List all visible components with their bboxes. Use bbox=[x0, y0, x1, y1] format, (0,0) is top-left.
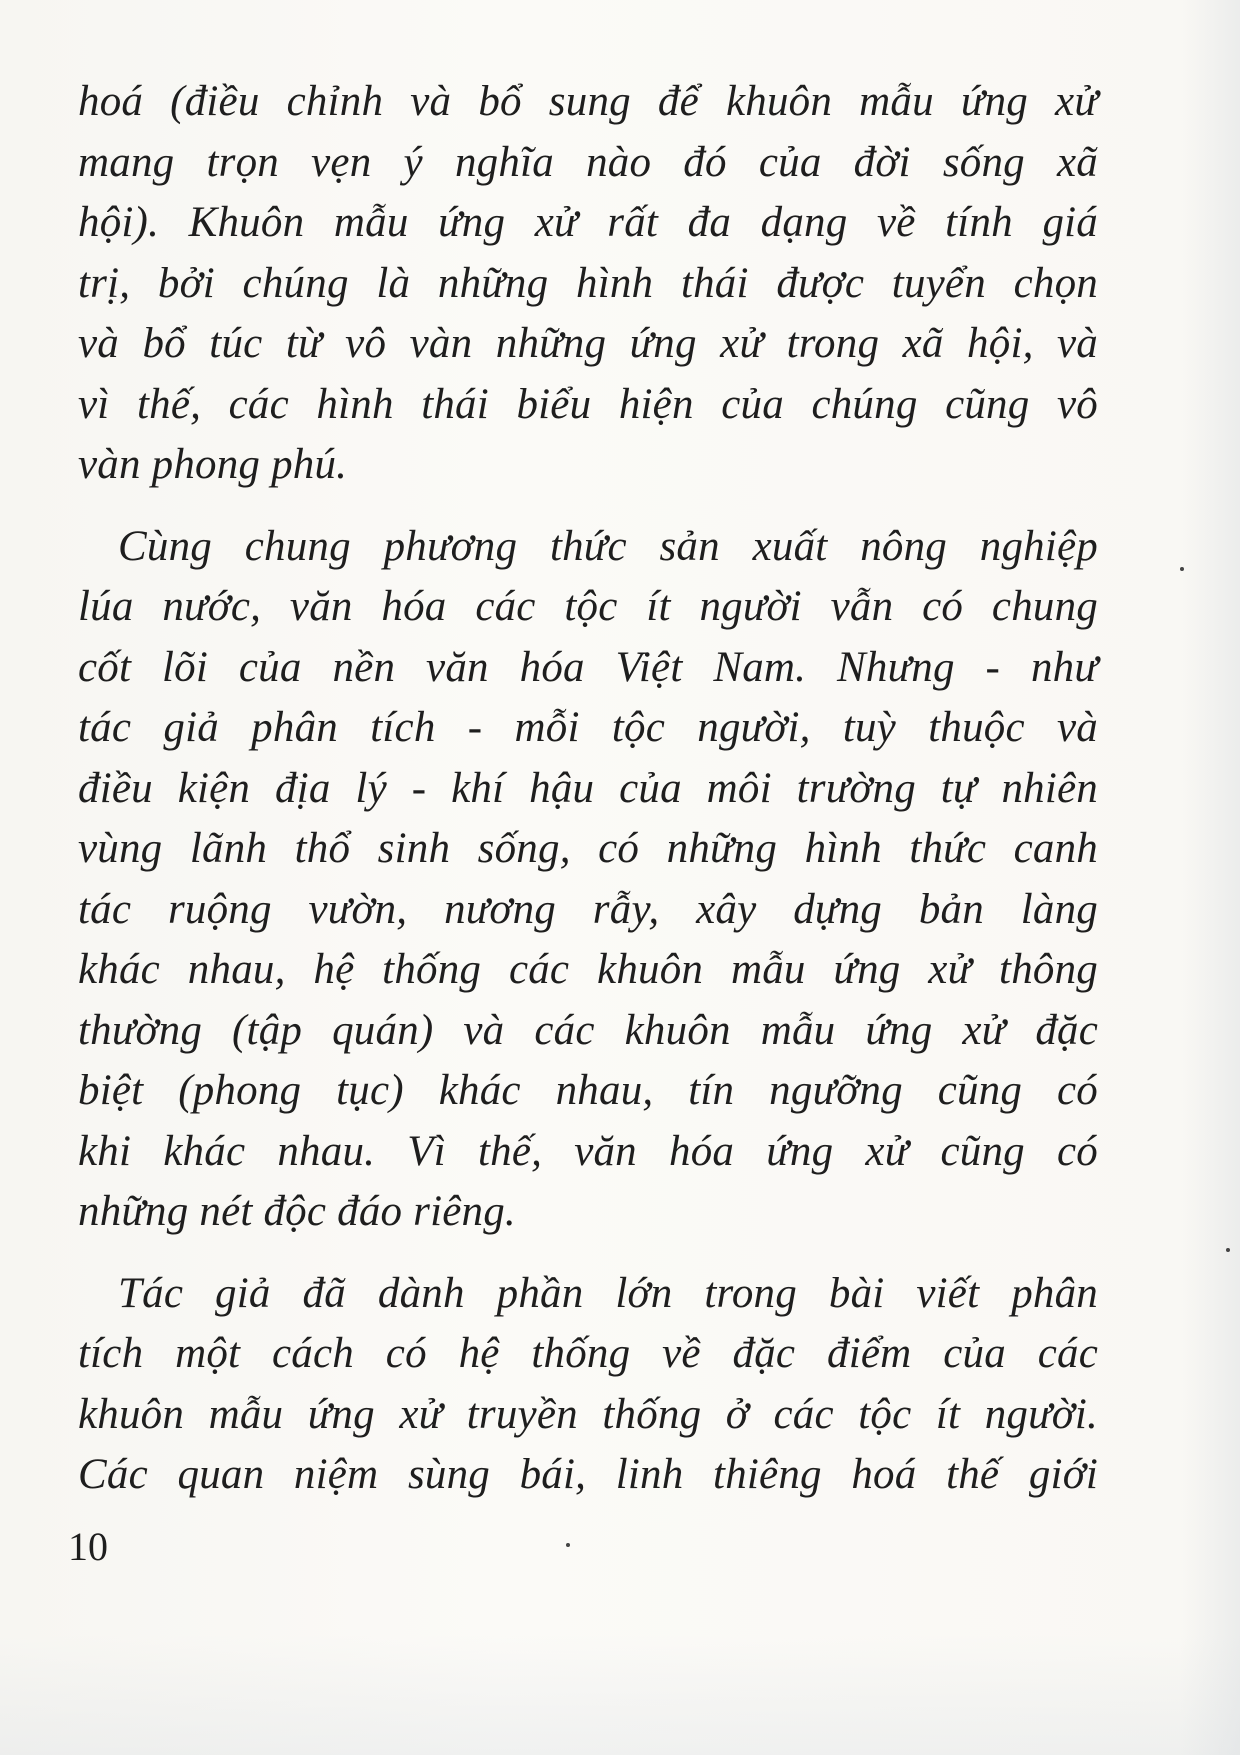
text-line: Tác giả đã dành phần lớn trong bài viết phân bbox=[118, 1269, 1098, 1317]
scan-bottom-shadow bbox=[0, 1635, 1240, 1755]
text-line: Các quan niệm sùng bái, linh thiêng hoá thế giới bbox=[78, 1451, 1098, 1498]
scan-speck bbox=[566, 1543, 570, 1547]
text-line: cốt lõi của nền văn hóa Việt Nam. Nhưng - như bbox=[78, 643, 1098, 691]
scan-speck bbox=[1180, 567, 1184, 571]
text-line: khuôn mẫu ứng xử truyền thống ở các tộc ít người. bbox=[78, 1390, 1098, 1438]
text-line: tác giả phân tích - mỗi tộc người, tuỳ thuộc và bbox=[78, 704, 1098, 751]
text-line: lúa nước, văn hóa các tộc ít người vẫn có chung bbox=[78, 583, 1098, 630]
text-line: và bổ túc từ vô vàn những ứng xử trong xã hội, và bbox=[78, 320, 1098, 367]
text-line: mang trọn vẹn ý nghĩa nào đó của đời sống xã bbox=[78, 138, 1098, 186]
scan-edge-shadow bbox=[1180, 0, 1240, 1755]
page-number: 10 bbox=[68, 1524, 108, 1569]
text-line: hội). Khuôn mẫu ứng xử rất đa dạng về tính giá bbox=[78, 199, 1098, 246]
body-text bbox=[78, 72, 1098, 1506]
text-line: biệt (phong tục) khác nhau, tín ngưỡng cũng có bbox=[78, 1067, 1098, 1114]
text-line: thường (tập quán) và các khuôn mẫu ứng xử đặc bbox=[78, 1006, 1098, 1054]
text-line: tác ruộng vườn, nương rẫy, xây dựng bản làng bbox=[78, 885, 1098, 933]
text-line: vì thế, các hình thái biểu hiện của chúng cũng vô bbox=[78, 380, 1098, 428]
text-line: khi khác nhau. Vì thế, văn hóa ứng xử cũng có bbox=[78, 1127, 1098, 1175]
text-line: trị, bởi chúng là những hình thái được tuyển chọn bbox=[78, 259, 1098, 307]
paragraph-2 bbox=[78, 517, 1098, 1243]
text-line: hoá (điều chỉnh và bổ sung để khuôn mẫu ứng xử bbox=[78, 78, 1098, 125]
text-line: điều kiện địa lý - khí hậu của môi trường tự nhiên bbox=[78, 764, 1098, 812]
paragraph-3 bbox=[78, 1264, 1098, 1506]
text-line: những nét độc đáo riêng. bbox=[78, 1188, 516, 1235]
text-line: tích một cách có hệ thống về đặc điểm của các bbox=[78, 1330, 1098, 1377]
text-line: khác nhau, hệ thống các khuôn mẫu ứng xử thông bbox=[78, 946, 1098, 993]
scan-speck bbox=[1226, 1248, 1230, 1252]
text-line: vàn phong phú. bbox=[78, 441, 348, 488]
text-line: Cùng chung phương thức sản xuất nông nghiệp bbox=[118, 522, 1098, 570]
paragraph-1 bbox=[78, 72, 1098, 496]
text-line: vùng lãnh thổ sinh sống, có những hình thức canh bbox=[78, 825, 1098, 872]
